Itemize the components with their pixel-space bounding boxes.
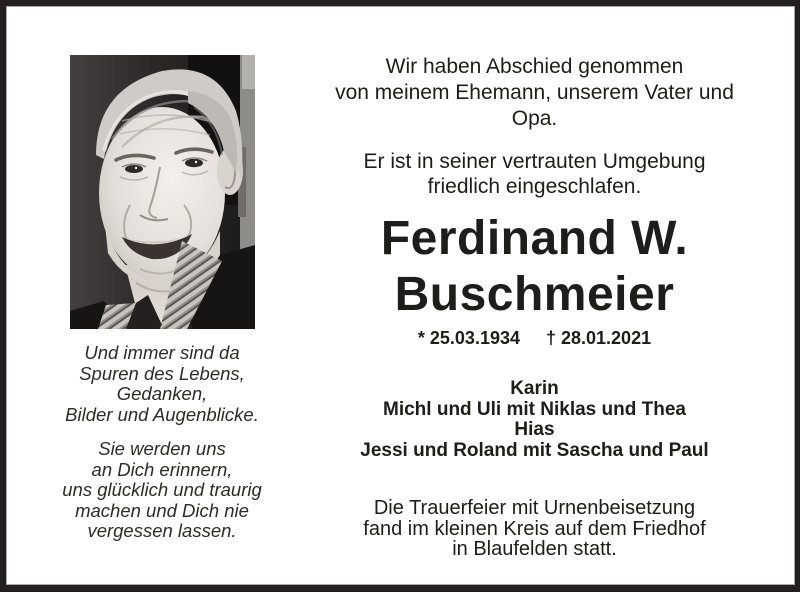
family-line: Michl und Uli mit Niklas und Thea xyxy=(383,398,686,420)
passing-line: friedlich eingeschlafen. xyxy=(427,175,642,198)
funeral-line: fand im kleinen Kreis auf dem Friedhof xyxy=(363,517,706,540)
poem-line: Spuren des Lebens, xyxy=(79,362,245,384)
right-column xyxy=(317,7,794,584)
deceased-name-line: Ferdinand W. xyxy=(380,212,689,265)
mourning-family xyxy=(317,379,752,461)
family-line: Hias xyxy=(514,419,555,440)
death-notice-card xyxy=(6,6,795,585)
left-column xyxy=(7,7,317,584)
family-line: Jessi und Roland mit Sascha und Paul xyxy=(360,439,709,461)
poem-line: Und immer sind da xyxy=(84,342,240,363)
portrait-photo-graphic xyxy=(70,55,255,329)
farewell-line: von meinem Ehemann, unserem Vater und Opa. xyxy=(335,81,734,130)
memorial-poem xyxy=(62,343,262,542)
funeral-info xyxy=(317,498,752,560)
funeral-line: Die Trauerfeier mit Urnenbeisetzung xyxy=(373,497,696,519)
poem-line: Gedanken, xyxy=(116,383,208,404)
poem-line: Sie werden uns xyxy=(98,438,226,459)
passing-line: Er ist in seiner vertrauten Umgebung xyxy=(363,150,706,173)
life-dates xyxy=(317,328,752,349)
deceased-name-line: Buschmeier xyxy=(394,268,675,321)
death-date: † 28.01.2021 xyxy=(545,328,652,348)
family-line: Karin xyxy=(510,378,559,399)
poem-line: Bilder und Augenblicke. xyxy=(65,403,259,425)
poem-line: vergessen lassen. xyxy=(87,520,237,541)
funeral-line: in Blaufelden statt. xyxy=(452,538,617,560)
portrait-photo xyxy=(70,55,255,329)
birth-date: * 25.03.1934 xyxy=(417,328,520,348)
passing-text xyxy=(317,149,752,199)
poem-stanza-1 xyxy=(62,343,262,425)
poem-line: machen und Dich nie xyxy=(75,499,249,521)
farewell-text xyxy=(317,54,752,132)
farewell-line: Wir haben Abschied genommen xyxy=(385,55,684,78)
poem-line: uns glücklich und traurig xyxy=(62,479,262,500)
poem-line: an Dich erinnern, xyxy=(91,458,233,480)
poem-stanza-2 xyxy=(62,439,262,542)
deceased-name xyxy=(317,211,752,323)
